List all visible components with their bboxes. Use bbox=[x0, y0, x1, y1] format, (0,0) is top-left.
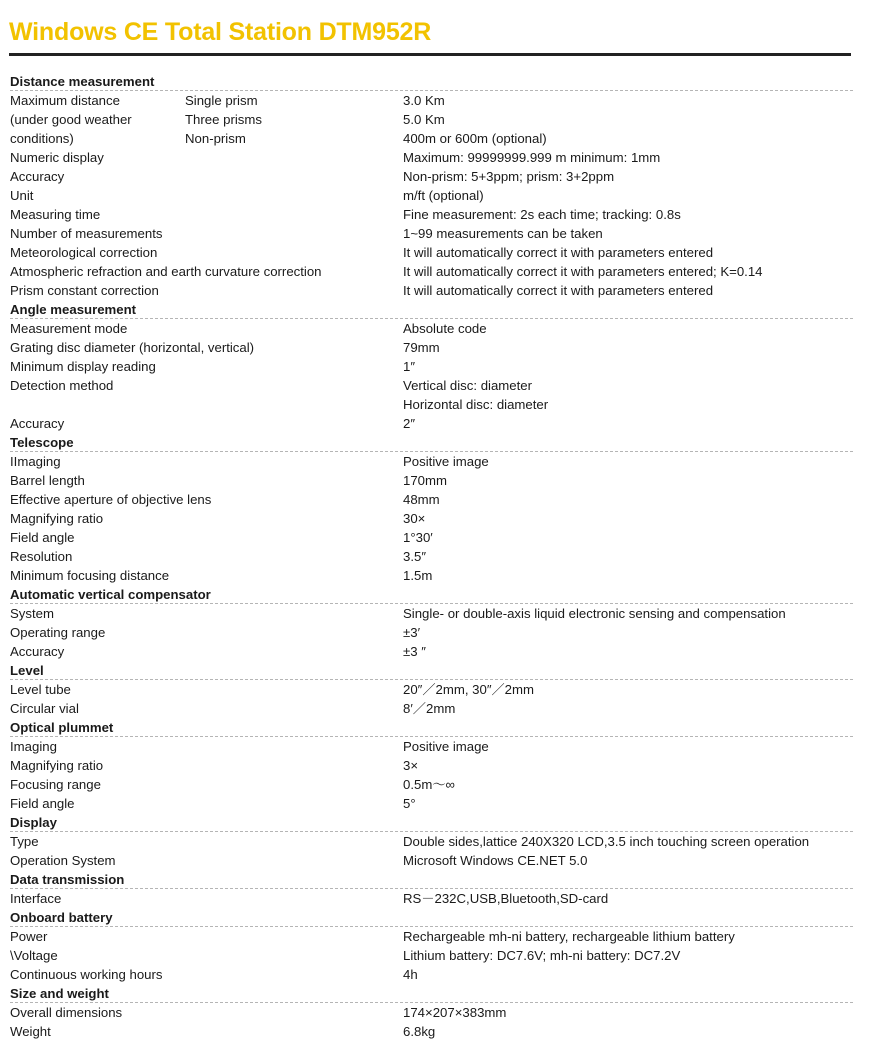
spec-value: Positive image bbox=[403, 454, 489, 469]
spec-value: Lithium battery: DC7.6V; mh-ni battery: DC7.2V bbox=[403, 948, 681, 963]
spec-row bbox=[10, 414, 853, 433]
spec-value: ±3′ bbox=[403, 625, 421, 640]
spec-row bbox=[10, 243, 853, 262]
spec-sublabel: Single prism bbox=[185, 93, 258, 108]
spec-row bbox=[10, 91, 853, 110]
spec-value: Absolute code bbox=[403, 321, 487, 336]
spec-row bbox=[10, 490, 853, 509]
spec-row bbox=[10, 737, 853, 756]
spec-value: Non-prism: 5+3ppm; prism: 3+2ppm bbox=[403, 169, 615, 184]
spec-value: Positive image bbox=[403, 739, 489, 754]
spec-row bbox=[10, 376, 853, 395]
spec-label: Number of measurements bbox=[10, 226, 163, 241]
spec-value: Single- or double-axis liquid electronic sensing and compensation bbox=[403, 606, 786, 621]
spec-sublabel: Three prisms bbox=[185, 112, 262, 127]
spec-value: It will automatically correct it with parameters entered; K=0.14 bbox=[403, 264, 763, 279]
spec-label: Imaging bbox=[10, 739, 57, 754]
spec-value: Vertical disc: diameter bbox=[403, 378, 532, 393]
spec-label: Minimum focusing distance bbox=[10, 568, 170, 583]
spec-row bbox=[10, 338, 853, 357]
spec-label: Power bbox=[10, 929, 48, 944]
spec-label: Grating disc diameter (horizontal, vertical) bbox=[10, 340, 255, 355]
spec-label: Weight bbox=[10, 1024, 51, 1039]
spec-label: Measuring time bbox=[10, 207, 101, 222]
spec-label: Detection method bbox=[10, 378, 114, 393]
spec-value: 1~99 measurements can be taken bbox=[403, 226, 603, 241]
spec-row bbox=[10, 889, 853, 908]
spec-label: Measurement mode bbox=[10, 321, 128, 336]
spec-row bbox=[10, 756, 853, 775]
spec-value: 4h bbox=[403, 967, 418, 982]
spec-row bbox=[10, 452, 853, 471]
spec-value: It will automatically correct it with parameters entered bbox=[403, 283, 714, 298]
spec-row bbox=[10, 471, 853, 490]
spec-row bbox=[10, 395, 853, 414]
spec-label: System bbox=[10, 606, 54, 621]
spec-row bbox=[10, 509, 853, 528]
spec-row bbox=[10, 566, 853, 585]
spec-label: Operating range bbox=[10, 625, 106, 640]
spec-value: 174×207×383mm bbox=[403, 1005, 507, 1020]
spec-value: 20″／2mm, 30″／2mm bbox=[403, 682, 534, 697]
spec-label: IImaging bbox=[10, 454, 61, 469]
spec-label: Continuous working hours bbox=[10, 967, 163, 982]
spec-value: 5° bbox=[403, 796, 416, 811]
spec-label: conditions) bbox=[10, 131, 74, 146]
spec-label: Circular vial bbox=[10, 701, 79, 716]
spec-value: It will automatically correct it with parameters entered bbox=[403, 245, 714, 260]
spec-sublabel: Non-prism bbox=[185, 131, 246, 146]
section-header: Distance measurement bbox=[10, 72, 853, 91]
spec-row bbox=[10, 110, 853, 129]
spec-row bbox=[10, 851, 853, 870]
spec-row bbox=[10, 528, 853, 547]
spec-row bbox=[10, 319, 853, 338]
section-header: Onboard battery bbox=[10, 908, 853, 927]
spec-row bbox=[10, 148, 853, 167]
section-header: Size and weight bbox=[10, 984, 853, 1003]
spec-label: Prism constant correction bbox=[10, 283, 159, 298]
spec-row bbox=[10, 832, 853, 851]
section-header: Optical plummet bbox=[10, 718, 853, 737]
spec-value: Horizontal disc: diameter bbox=[403, 397, 549, 412]
spec-label: \Voltage bbox=[10, 948, 58, 963]
spec-row bbox=[10, 775, 853, 794]
spec-label: Operation System bbox=[10, 853, 116, 868]
spec-value: Double sides,lattice 240X320 LCD,3.5 inch touching screen operation bbox=[403, 834, 810, 849]
spec-value: 3× bbox=[403, 758, 419, 773]
spec-row bbox=[10, 927, 853, 946]
spec-label: Barrel length bbox=[10, 473, 85, 488]
spec-label: Atmospheric refraction and earth curvature correction bbox=[10, 264, 322, 279]
spec-label: Magnifying ratio bbox=[10, 758, 104, 773]
spec-value: 1.5m bbox=[403, 568, 433, 583]
spec-value: Maximum: 99999999.999 m minimum: 1mm bbox=[403, 150, 661, 165]
spec-label: Field angle bbox=[10, 530, 75, 545]
section-header: Automatic vertical compensator bbox=[10, 585, 853, 604]
spec-value: Microsoft Windows CE.NET 5.0 bbox=[403, 853, 588, 868]
spec-label: Interface bbox=[10, 891, 62, 906]
spec-value: 48mm bbox=[403, 492, 440, 507]
spec-value: RS－232C,USB,Bluetooth,SD-card bbox=[403, 891, 609, 906]
spec-label: Numeric display bbox=[10, 150, 104, 165]
spec-value: 5.0 Km bbox=[403, 112, 445, 127]
spec-label: Type bbox=[10, 834, 39, 849]
spec-label: Effective aperture of objective lens bbox=[10, 492, 212, 507]
section-header: Telescope bbox=[10, 433, 853, 452]
spec-value: 8′／2mm bbox=[403, 701, 456, 716]
spec-value: 3.0 Km bbox=[403, 93, 445, 108]
spec-value: Rechargeable mh-ni battery, rechargeable lithium battery bbox=[403, 929, 735, 944]
spec-value: 6.8kg bbox=[403, 1024, 436, 1039]
spec-row bbox=[10, 186, 853, 205]
spec-label: Overall dimensions bbox=[10, 1005, 123, 1020]
spec-row bbox=[10, 680, 853, 699]
spec-row bbox=[10, 129, 853, 148]
spec-value: Fine measurement: 2s each time; tracking: 0.8s bbox=[403, 207, 681, 222]
spec-label: Minimum display reading bbox=[10, 359, 156, 374]
spec-label: Magnifying ratio bbox=[10, 511, 104, 526]
spec-row bbox=[10, 1022, 853, 1041]
spec-row bbox=[10, 205, 853, 224]
spec-value: 2″ bbox=[403, 416, 416, 431]
spec-value: m/ft (optional) bbox=[403, 188, 484, 203]
spec-row bbox=[10, 547, 853, 566]
spec-value: 3.5″ bbox=[403, 549, 427, 564]
spec-row bbox=[10, 224, 853, 243]
spec-row bbox=[10, 965, 853, 984]
spec-label: Maximum distance bbox=[10, 93, 120, 108]
section-header: Level bbox=[10, 661, 853, 680]
spec-label: Field angle bbox=[10, 796, 75, 811]
spec-value: 79mm bbox=[403, 340, 440, 355]
spec-value: ±3 ″ bbox=[403, 644, 426, 659]
spec-row bbox=[10, 699, 853, 718]
spec-value: 400m or 600m (optional) bbox=[403, 131, 547, 146]
spec-value: 1″ bbox=[403, 359, 416, 374]
spec-label: (under good weather bbox=[10, 112, 132, 127]
page-title: Windows CE Total Station DTM952R bbox=[9, 18, 432, 46]
spec-row bbox=[10, 167, 853, 186]
spec-row bbox=[10, 794, 853, 813]
spec-row bbox=[10, 1003, 853, 1022]
spec-value: 30× bbox=[403, 511, 426, 526]
spec-row bbox=[10, 281, 853, 300]
spec-value: 170mm bbox=[403, 473, 447, 488]
spec-label: Focusing range bbox=[10, 777, 101, 792]
spec-label: Meteorological correction bbox=[10, 245, 158, 260]
spec-row bbox=[10, 642, 853, 661]
spec-row bbox=[10, 946, 853, 965]
spec-label: Level tube bbox=[10, 682, 71, 697]
spec-value: 1°30′ bbox=[403, 530, 433, 545]
spec-label: Accuracy bbox=[10, 416, 65, 431]
spec-row bbox=[10, 604, 853, 623]
spec-row bbox=[10, 262, 853, 281]
spec-table bbox=[10, 72, 853, 1041]
spec-label: Unit bbox=[10, 188, 34, 203]
spec-row bbox=[10, 623, 853, 642]
spec-row bbox=[10, 357, 853, 376]
spec-label: Accuracy bbox=[10, 644, 65, 659]
title-divider bbox=[9, 53, 851, 56]
spec-label: Accuracy bbox=[10, 169, 65, 184]
section-header: Display bbox=[10, 813, 853, 832]
spec-label: Resolution bbox=[10, 549, 73, 564]
spec-value: 0.5m～∞ bbox=[403, 777, 455, 792]
section-header: Data transmission bbox=[10, 870, 853, 889]
section-header: Angle measurement bbox=[10, 300, 853, 319]
